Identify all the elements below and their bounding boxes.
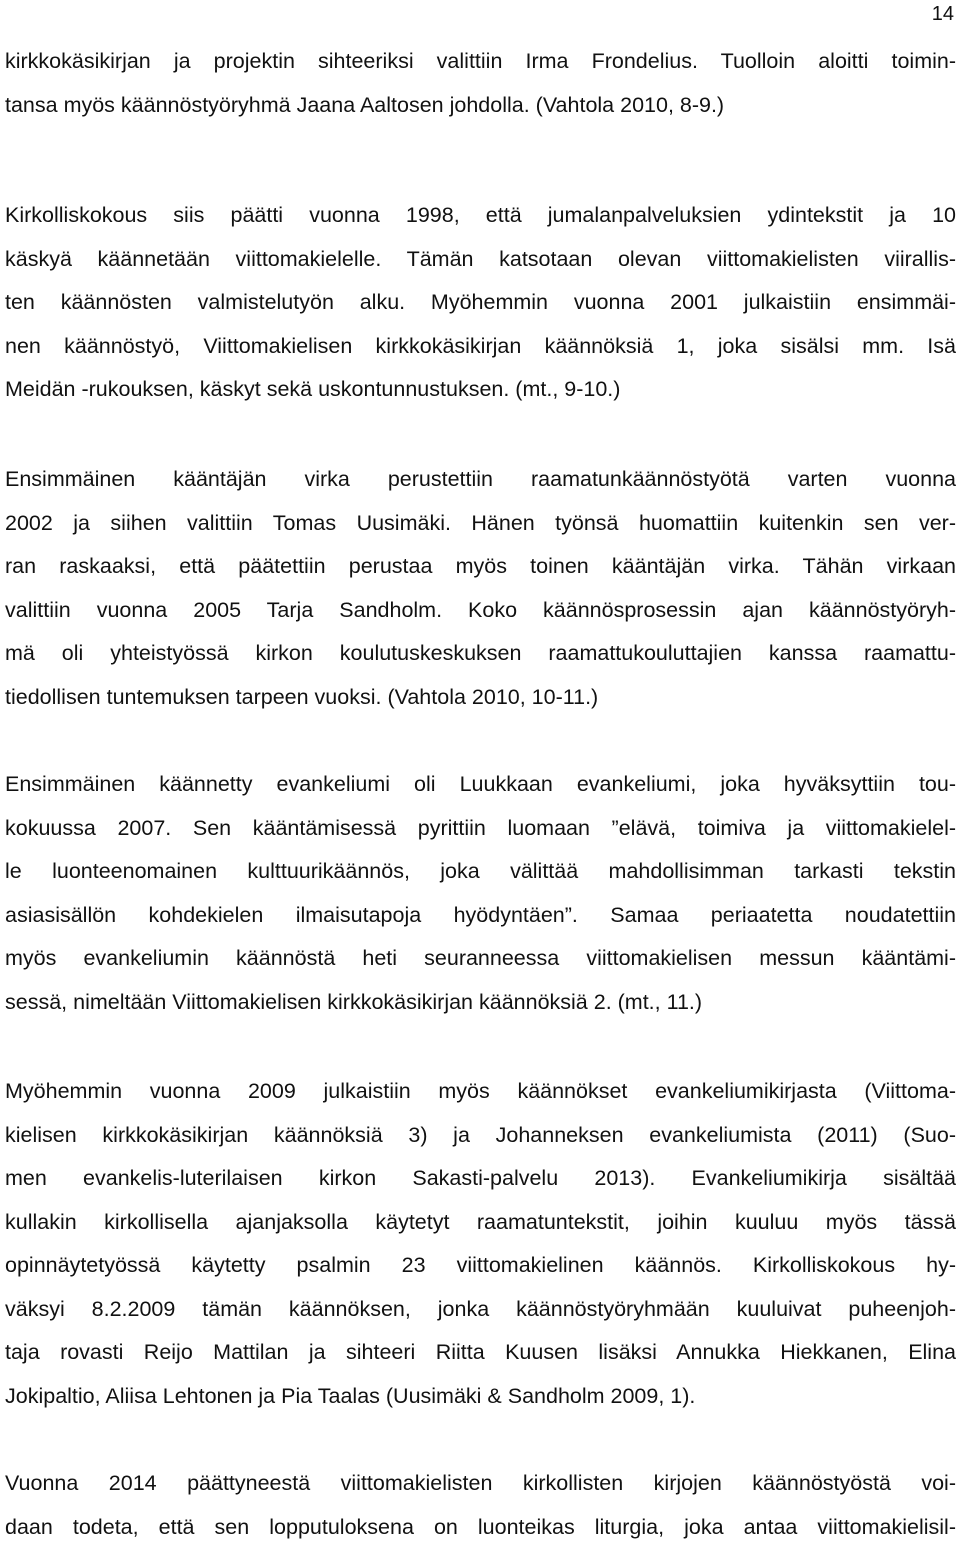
text-line: ran raskaaksi, että päätettiin perustaa myös toinen kääntäjän virka. Tähän virkaan <box>5 545 956 589</box>
paragraph-church-council-decision <box>5 194 956 412</box>
text-line: Kirkolliskokous siis päätti vuonna 1998, että jumalanpalveluksien ydintekstit ja 10 <box>5 194 956 238</box>
text-line: taja rovasti Reijo Mattilan ja sihteeri Riitta Kuusen lisäksi Annukka Hiekkanen, Elina <box>5 1331 956 1375</box>
paragraph-first-gospel <box>5 763 956 1024</box>
text-line: myös evankeliumin käännöstä heti seuranneessa viittomakielisen messun kääntämi- <box>5 937 956 981</box>
text-line: kokuussa 2007. Sen kääntämisessä pyrittiin luomaan ”elävä, toimiva ja viittomakielel- <box>5 807 956 851</box>
text-line: kullakin kirkollisella ajanjaksolla käytetyt raamatuntekstit, joihin kuuluu myös tässä <box>5 1201 956 1245</box>
paragraph-first-translator <box>5 458 956 719</box>
text-line: le luonteenomainen kulttuurikäännös, joka välittää mahdollisimman tarkasti tekstin <box>5 850 956 894</box>
paragraph-project-secretary <box>5 40 956 127</box>
text-line: opinnäytetyössä käytetty psalmin 23 viittomakielinen käännös. Kirkolliskokous hy- <box>5 1244 956 1288</box>
text-line: Myöhemmin vuonna 2009 julkaistiin myös käännökset evankeliumikirjasta (Viittoma- <box>5 1070 956 1114</box>
text-line: sessä, nimeltään Viittomakielisen kirkkokäsikirjan käännöksiä 2. (mt., 11.) <box>5 981 956 1025</box>
text-line: tansa myös käännöstyöryhmä Jaana Aaltosen johdolla. (Vahtola 2010, 8-9.) <box>5 84 956 128</box>
paragraph-translation-work-2014 <box>5 1462 956 1549</box>
text-line: nen käännöstyö, Viittomakielisen kirkkokäsikirjan käännöksiä 1, joka sisälsi mm. Isä <box>5 325 956 369</box>
text-line: ten käännösten valmistelutyön alku. Myöhemmin vuonna 2001 julkaistiin ensimmäi- <box>5 281 956 325</box>
text-line: kirkkokäsikirjan ja projektin sihteeriksi valittiin Irma Frondelius. Tuolloin aloitti toimin- <box>5 40 956 84</box>
text-line: Ensimmäinen käännetty evankeliumi oli Luukkaan evankeliumi, joka hyväksyttiin tou- <box>5 763 956 807</box>
text-line: Vuonna 2014 päättyneestä viittomakielisten kirkollisten kirjojen käännöstyöstä voi- <box>5 1462 956 1506</box>
text-line: daan todeta, että sen lopputuloksena on luonteikas liturgia, joka antaa viittomakielisil- <box>5 1506 956 1549</box>
text-line: asiasisällön kohdekielen ilmaisutapoja hyödyntäen”. Samaa periaatetta noudatettiin <box>5 894 956 938</box>
text-line: Ensimmäinen kääntäjän virka perustettiin raamatunkäännöstyötä varten vuonna <box>5 458 956 502</box>
text-line: valittiin vuonna 2005 Tarja Sandholm. Koko käännösprosessin ajan käännöstyöryh- <box>5 589 956 633</box>
text-line: men evankelis-luterilaisen kirkon Sakasti-palvelu 2013). Evankeliumikirja sisältää <box>5 1157 956 1201</box>
text-line: väksyi 8.2.2009 tämän käännöksen, jonka käännöstyöryhmään kuuluivat puheenjoh- <box>5 1288 956 1332</box>
text-line: Meidän -rukouksen, käskyt sekä uskontunnustuksen. (mt., 9-10.) <box>5 368 956 412</box>
text-line: käskyä käännetään viittomakielelle. Tämän katsotaan olevan viittomakielisten viirallis- <box>5 238 956 282</box>
text-line: Jokipaltio, Aliisa Lehtonen ja Pia Taalas (Uusimäki & Sandholm 2009, 1). <box>5 1375 956 1419</box>
text-line: mä oli yhteistyössä kirkon koulutuskeskuksen raamattukouluttajien kanssa raamattu- <box>5 632 956 676</box>
text-line: tiedollisen tuntemuksen tarpeen vuoksi. (Vahtola 2010, 10-11.) <box>5 676 956 720</box>
text-line: 2002 ja siihen valittiin Tomas Uusimäki. Hänen työnsä huomattiin kuitenkin sen ver- <box>5 502 956 546</box>
page-number: 14 <box>932 4 954 24</box>
text-line: kielisen kirkkokäsikirjan käännöksiä 3) ja Johanneksen evankeliumista (2011) (Suo- <box>5 1114 956 1158</box>
paragraph-gospel-book <box>5 1070 956 1418</box>
